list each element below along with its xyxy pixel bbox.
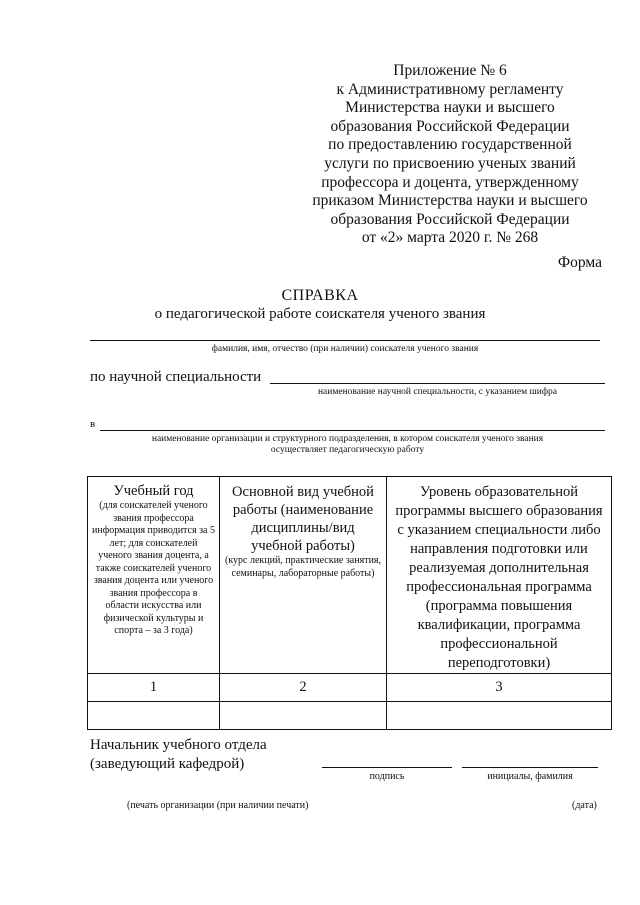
col3-title: Уровень образовательной программы высшего образования с указанием специальности либо направления подготовки или реализуемая дополнительная профессиональная программа (программа повышения квалификации, программа профессиональной переподготовки) <box>395 484 603 671</box>
appendix-line: профессора и доцента, утвержденному <box>321 173 579 191</box>
initials-caption: инициалы, фамилия <box>487 771 573 782</box>
signer-position-line: (заведующий кафедрой) <box>90 755 245 772</box>
col1-title: Учебный год <box>113 483 194 499</box>
table-header-cell <box>220 477 387 674</box>
document-subtitle: о педагогической работе соискателя ученого звания <box>154 306 486 322</box>
column-number: 2 <box>220 674 387 702</box>
org-label: в <box>90 418 96 430</box>
table-cell[interactable] <box>88 702 220 730</box>
table-header-row <box>88 477 612 674</box>
org-field-line[interactable] <box>100 430 605 431</box>
signer-position <box>90 736 267 773</box>
date-caption: (дата) <box>572 800 597 811</box>
appendix-line: Министерства науки и высшего <box>345 99 555 117</box>
col2-note: (курс лекций, практические занятия, семинары, лабораторные работы) <box>224 555 382 579</box>
name-field-line[interactable] <box>90 340 600 341</box>
column-number: 3 <box>387 674 612 702</box>
appendix-header <box>300 62 600 248</box>
document-title: СПРАВКА <box>281 287 359 304</box>
table-cell[interactable] <box>220 702 387 730</box>
form-label: Форма <box>557 254 602 271</box>
appendix-line: приказом Министерства науки и высшего <box>312 192 588 210</box>
name-field-caption: фамилия, имя, отчество (при наличии) соискателя ученого звания <box>211 344 479 354</box>
table-header-cell <box>387 477 612 674</box>
specialty-field-caption: наименование научной специальности, с указанием шифра <box>317 387 558 397</box>
appendix-line: образования Российской Федерации <box>330 117 570 135</box>
table-number-row <box>88 674 612 702</box>
specialty-label: по научной специальности <box>90 369 262 385</box>
org-field-caption: наименование организации и структурного подразделения, в котором соискателя ученого звания <box>151 434 544 444</box>
appendix-line: Приложение № 6 <box>393 62 507 79</box>
column-number: 1 <box>88 674 220 702</box>
appendix-line: образования Российской Федерации <box>330 210 570 228</box>
table-row <box>88 702 612 730</box>
signature-line[interactable] <box>322 767 452 768</box>
col2-title: Основной вид учебной работы (наименование дисциплины/вид учебной работы) <box>232 484 374 554</box>
appendix-line: от «2» марта 2020 г. № 268 <box>361 229 539 247</box>
specialty-field-line[interactable] <box>270 383 605 384</box>
stamp-caption: (печать организации (при наличии печати) <box>127 800 309 811</box>
initials-line[interactable] <box>462 767 598 768</box>
teaching-work-table <box>87 476 612 730</box>
appendix-line: по предоставлению государственной <box>328 136 572 154</box>
appendix-line: к Административному регламенту <box>336 80 564 98</box>
org-field-caption: осуществляет педагогическую работу <box>270 445 425 455</box>
table-cell[interactable] <box>387 702 612 730</box>
table-header-cell <box>88 477 220 674</box>
signer-position-line: Начальник учебного отдела <box>90 737 267 753</box>
appendix-line: услуги по присвоению ученых званий <box>324 154 576 172</box>
col1-note: (для соискателей ученого звания профессора информация приводится за 5 лет; для соискателей ученого звания доцента, а также соискателей ученого звания доцента или ученого звания профессора в области искусства или физической культуры и спорта – за 3 года) <box>92 500 215 636</box>
signature-caption: подпись <box>369 771 405 782</box>
